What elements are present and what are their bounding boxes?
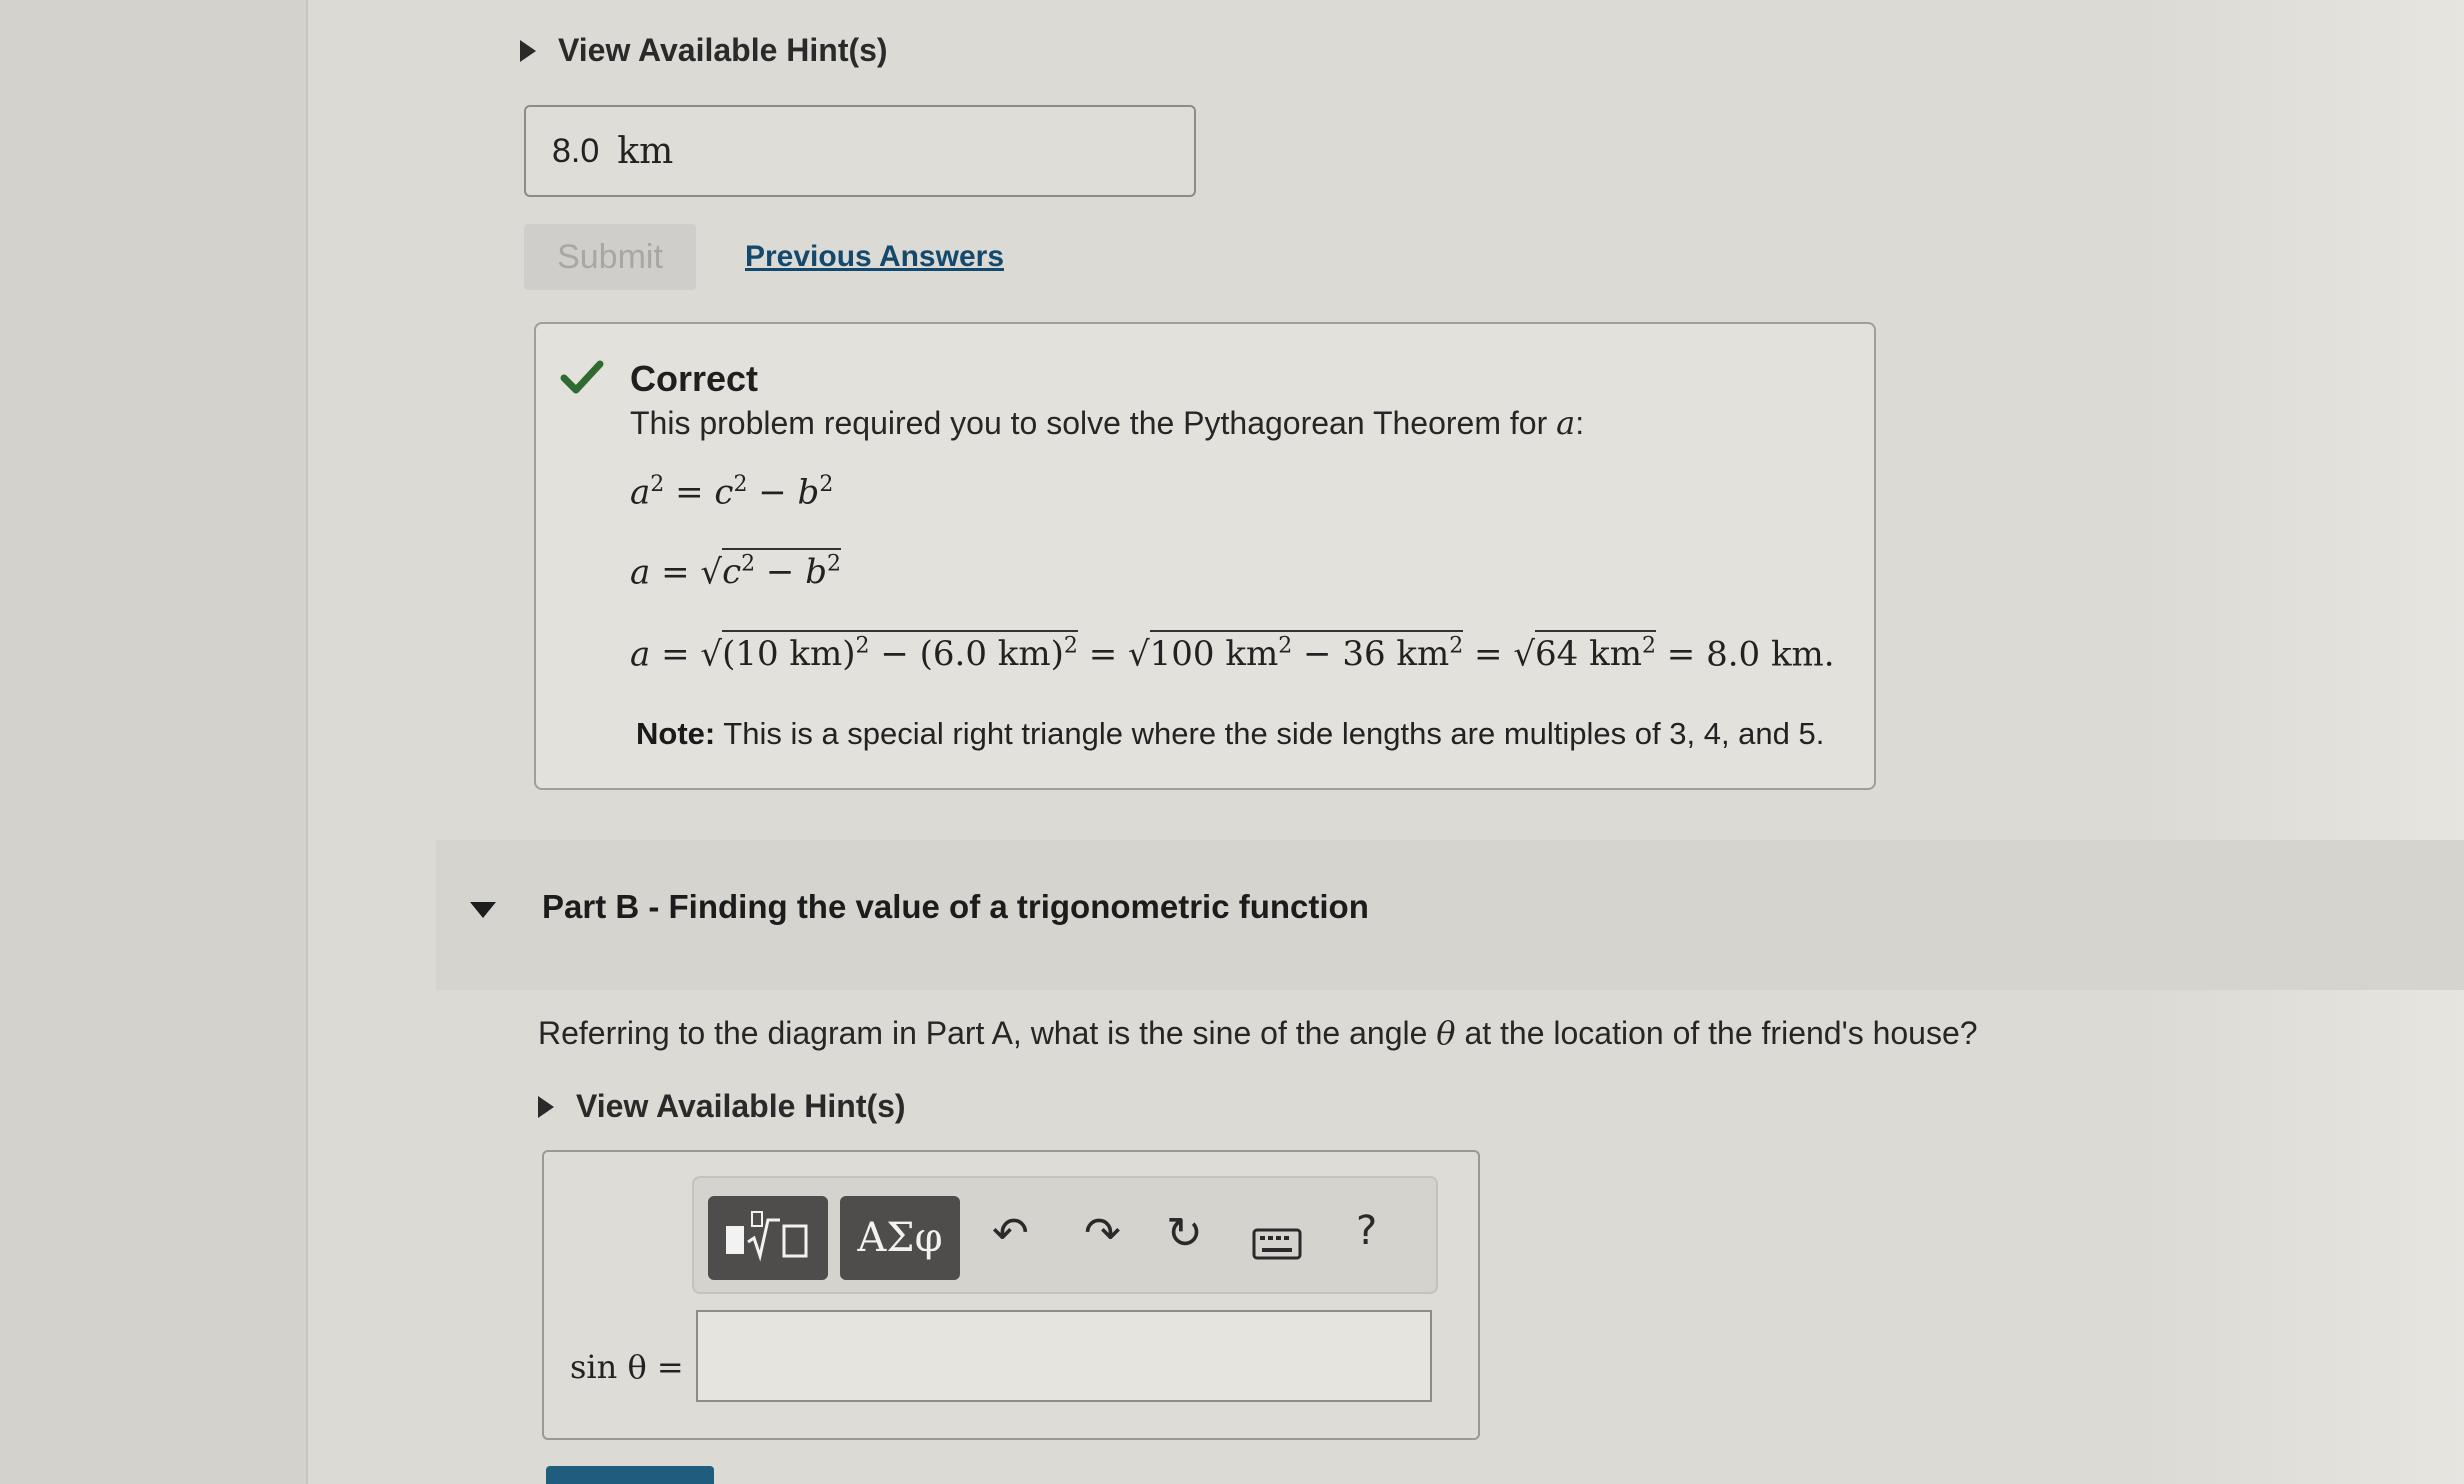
part-b-question: Referring to the diagram in Part A, what is the sine of the angle θ at the location of the friend's house? <box>538 1014 1978 1052</box>
greek-symbols-button[interactable]: ΑΣφ <box>840 1196 960 1280</box>
feedback-note: Note: This is a special right triangle where the side lengths are multiples of 3, 4, and 5. <box>636 716 1825 751</box>
collapse-arrow-icon[interactable] <box>470 902 496 918</box>
redo-icon[interactable]: ↷ <box>1084 1208 1121 1259</box>
expand-arrow-icon <box>520 40 536 62</box>
view-hints-label: View Available Hint(s) <box>558 32 888 68</box>
answer-unit: km <box>617 130 674 172</box>
checkmark-icon <box>560 358 604 398</box>
part-b-title: Part B - Finding the value of a trigonometric function <box>542 888 1369 925</box>
view-hints-toggle-part-a[interactable] <box>520 32 888 69</box>
equation-2: $a = √c^2 - b^2$ <box>630 552 841 592</box>
view-hints-label: View Available Hint(s) <box>576 1088 906 1124</box>
sin-theta-label: sin θ = <box>570 1348 684 1386</box>
previous-answers-link[interactable]: Previous Answers <box>745 240 1004 273</box>
templates-icon <box>718 1208 818 1268</box>
feedback-explanation: This problem required you to solve the Pythagorean Theorem for a: <box>630 404 1585 442</box>
background-shade <box>2134 0 2464 1484</box>
feedback-status: Correct <box>630 358 759 399</box>
undo-icon[interactable]: ↶ <box>992 1208 1029 1259</box>
equation-1: $a^2 = c^2 - b^2$ <box>630 472 834 513</box>
part-b-submit-button[interactable] <box>546 1466 714 1484</box>
keyboard-icon[interactable] <box>1252 1222 1302 1273</box>
answer-value: 8.0 <box>552 131 600 170</box>
equation-3: a = √(10 km)$^2$ − (6.0 km)$^2$ = √100 $km^2 - 36$ $km^2 = √64$ $km^2 = 8.0$ km. <box>630 634 1835 674</box>
left-margin <box>0 0 308 1484</box>
expand-arrow-icon <box>538 1096 554 1118</box>
part-a-answer-field[interactable] <box>524 105 1196 197</box>
sin-theta-input[interactable] <box>696 1310 1432 1402</box>
help-icon[interactable]: ? <box>1356 1208 1378 1254</box>
reset-icon[interactable]: ↻ <box>1166 1208 1203 1259</box>
templates-button[interactable] <box>708 1196 828 1280</box>
view-hints-toggle-part-b[interactable] <box>538 1088 906 1125</box>
submit-button-disabled[interactable]: Submit <box>524 224 696 290</box>
